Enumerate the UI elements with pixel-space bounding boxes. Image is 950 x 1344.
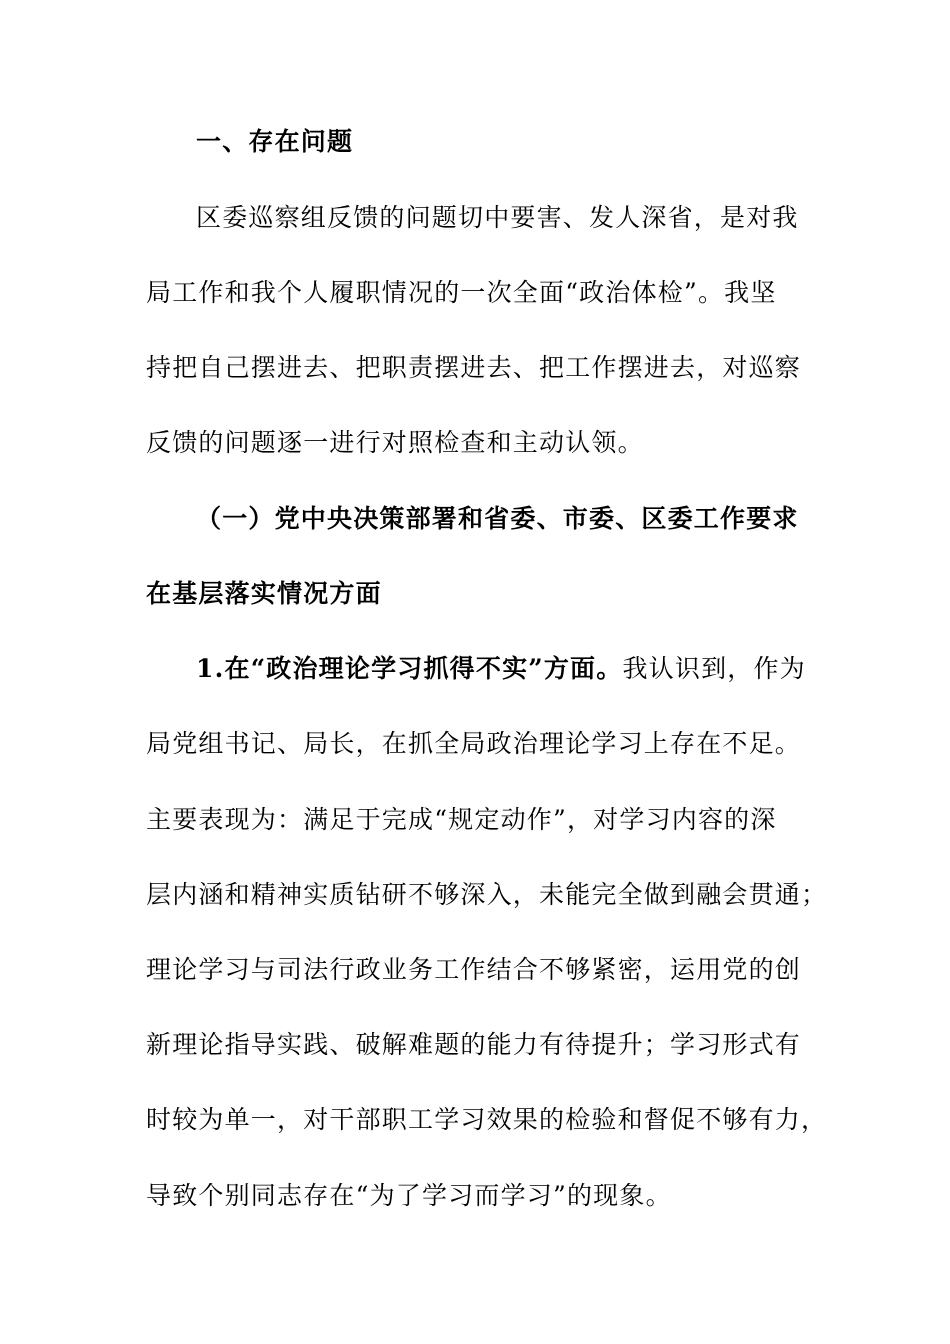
section-heading: 一、存在问题 [196, 127, 354, 156]
paragraph-line: 局工作和我个人履职情况的一次全面“政治体检”。我坚 [146, 278, 777, 307]
paragraph-line: 反馈的问题逐一进行对照检查和主动认领。 [146, 428, 644, 457]
subsection-heading-line: 在基层落实情况方面 [146, 579, 382, 608]
subsection-heading-line: （一）党中央决策部署和省委、市委、区委工作要求 [196, 504, 799, 533]
paragraph-line: 持把自己摆进去、把职责摆进去、把工作摆进去，对巡察 [146, 353, 802, 382]
paragraph-line: 理论学习与司法行政业务工作结合不够紧密，运用党的创 [146, 955, 802, 984]
paragraph-line: 新理论指导实践、破解难题的能力有待提升；学习形式有 [146, 1030, 802, 1059]
item-text: 我认识到，作为 [622, 654, 806, 683]
paragraph-line: 区委巡察组反馈的问题切中要害、发人深省，是对我 [196, 203, 799, 232]
paragraph-line: 时较为单一，对干部职工学习效果的检验和督促不够有力， [146, 1105, 828, 1134]
paragraph-line: 局党组书记、局长，在抓全局政治理论学习上存在不足。 [146, 729, 802, 758]
paragraph-line: 导致个别同志存在“为了学习而学习”的现象。 [146, 1181, 672, 1210]
paragraph-line: 层内涵和精神实质钻研不够深入，未能完全做到融会贯通； [146, 880, 828, 909]
paragraph-line: 主要表现为：满足于完成“规定动作”，对学习内容的深 [146, 805, 777, 834]
item-title: 1.在“政治理论学习抓得不实”方面。 [196, 654, 623, 683]
paragraph-lead-line [196, 653, 806, 685]
